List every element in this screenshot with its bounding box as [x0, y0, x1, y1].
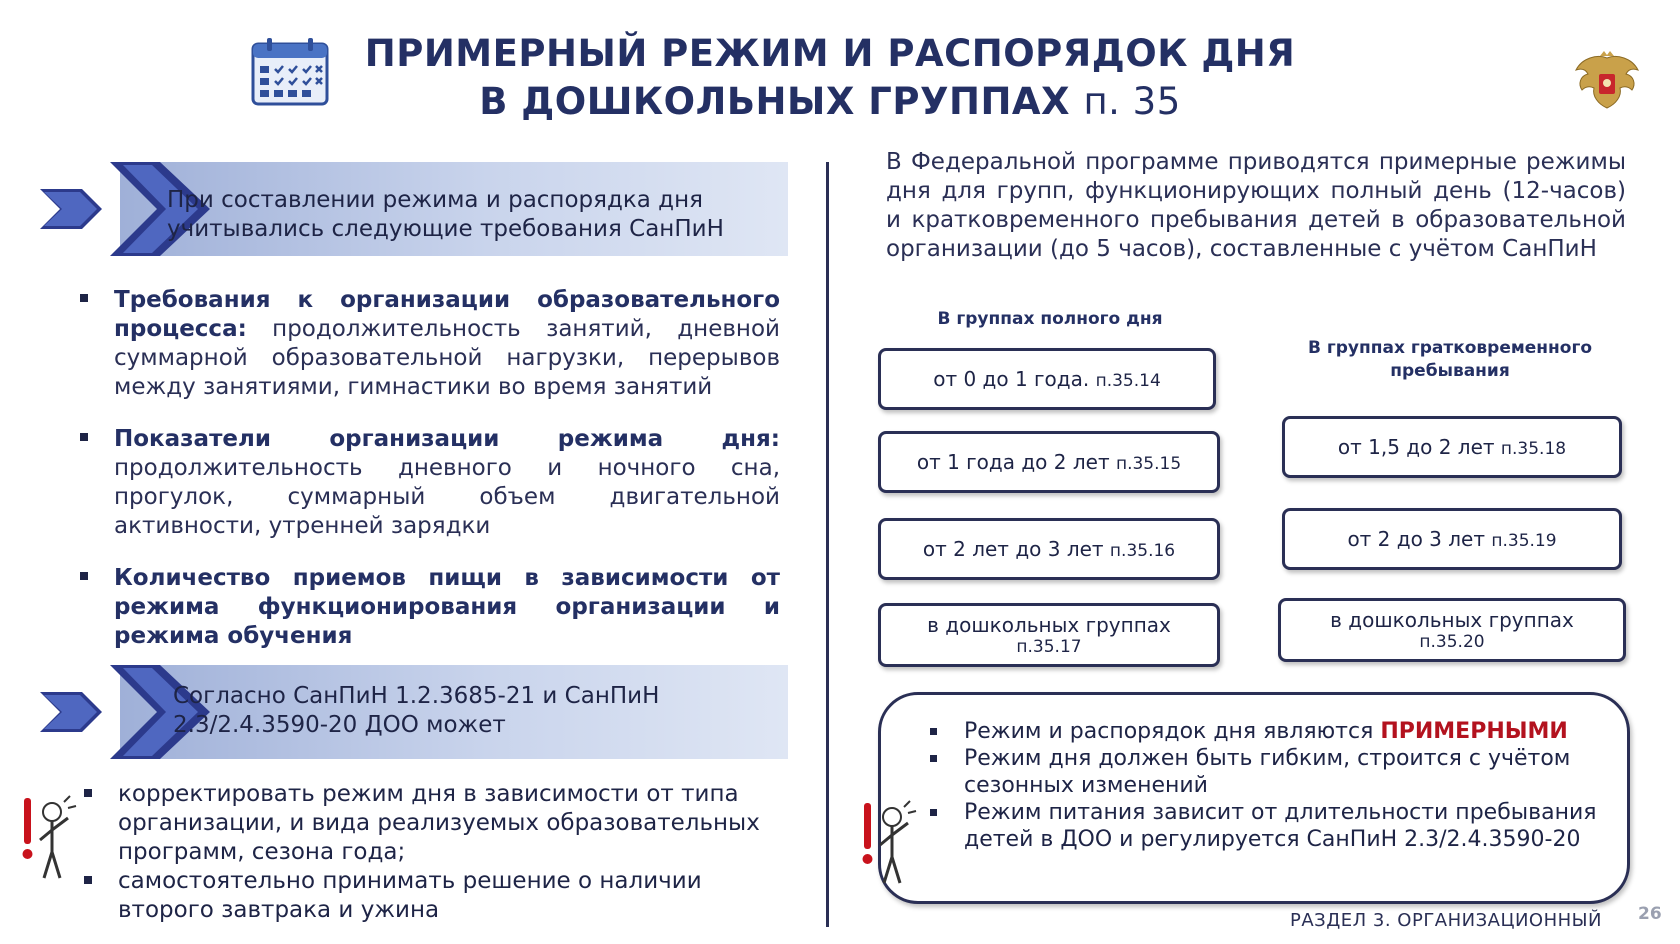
note-item-2	[930, 745, 1620, 799]
full-day-1-ref: п.35.14	[1095, 371, 1161, 391]
note-item-3	[930, 799, 1620, 853]
full-day-box-4	[878, 603, 1220, 667]
note-3-text: Режим питания зависит от длительности пребывания детей в ДОО и регулируется СанПиН 2.3/2.4.3590-20	[964, 800, 1597, 852]
banner1-line1: При составлении режима и распорядка дня	[167, 187, 703, 213]
requirement-item-2	[80, 425, 780, 541]
full-day-box-3	[878, 518, 1220, 580]
calendar-icon	[250, 36, 330, 106]
dou-option-1	[84, 780, 804, 867]
banner2-line2: 2.3/2.4.3590-20 ДОО может	[173, 712, 506, 738]
note-1-emphasis: ПРИМЕРНЫМИ	[1380, 719, 1568, 744]
dou-option-2	[84, 867, 804, 925]
full-day-4-ref: п.35.17	[1016, 637, 1082, 657]
full-day-4-label: в дошкольных группах	[927, 613, 1171, 637]
intro-paragraph: В Федеральной программе приводятся примерные режимы дня для групп, функционирующих полный день (12-часов) и кратковременного пребывания детей в образовательной организации (до 5 часов), составленные с учётом СанПиН	[886, 149, 1626, 262]
full-day-box-1	[878, 348, 1216, 410]
section-footer: РАЗДЕЛ 3. ОРГАНИЗАЦИОННЫЙ	[1290, 910, 1602, 931]
requirement-2-bold: Показатели организации режима дня:	[114, 426, 780, 452]
full-day-1-label: от 0 до 1 года.	[933, 367, 1090, 391]
warning-figure-icon	[858, 795, 918, 895]
title-line-2: В ДОШКОЛЬНЫХ ГРУППАХ	[479, 80, 1071, 123]
full-day-2-ref: п.35.15	[1115, 454, 1182, 474]
full-day-box-2	[878, 431, 1220, 493]
page-number: 26	[1638, 904, 1662, 924]
requirement-2-text: продолжительность дневного и ночного сна, прогулок, суммарный объем двигательной активности, утренней зарядки	[114, 455, 780, 539]
note-2-text: Режим дня должен быть гибким, строится с учётом сезонных изменений	[964, 746, 1571, 798]
banner2-line1: Согласно СанПиН 1.2.3685-21 и СанПиН	[173, 683, 660, 709]
requirement-item-1	[80, 286, 780, 402]
warning-figure-icon	[18, 790, 78, 890]
emblem-icon	[1572, 50, 1642, 116]
note-1-text: Режим и распорядок дня являются	[964, 719, 1381, 744]
short-stay-3-ref: п.35.20	[1419, 632, 1485, 652]
requirement-1-bold: Требования к организации образовательного процесса:	[114, 287, 780, 342]
banner1-line2: учитывались следующие требования СанПиН	[167, 216, 724, 242]
title-line-1: ПРИМЕРНЫЙ РЕЖИМ И РАСПОРЯДОК ДНЯ	[364, 32, 1296, 75]
short-stay-3-label: в дошкольных группах	[1330, 608, 1574, 632]
banner-requirements	[40, 162, 788, 256]
short-stay-1-label: от 1,5 до 2 лет	[1337, 435, 1495, 459]
column-divider	[826, 162, 829, 927]
short-stay-box-1	[1282, 416, 1622, 478]
note-item-1	[930, 718, 1620, 745]
requirement-1-text: продолжительность занятий, дневной суммарной образовательной нагрузки, перерывов между занятиями, гимнастики во время занятий	[114, 316, 780, 400]
banner-sanpin	[40, 665, 788, 759]
short-stay-2-label: от 2 до 3 лет	[1347, 527, 1486, 551]
full-day-3-ref: п.35.16	[1109, 541, 1176, 561]
dou-option-1-text: корректировать режим дня в зависимости от типа организации, и вида реализуемых образовательных программ, сезона года;	[118, 781, 760, 865]
page-title	[330, 30, 1330, 126]
short-stay-2-ref: п.35.19	[1491, 531, 1557, 551]
full-day-heading: В группах полного дня	[937, 309, 1163, 329]
full-day-3-label: от 2 лет до 3 лет	[922, 537, 1104, 561]
short-stay-1-ref: п.35.18	[1500, 439, 1567, 459]
full-day-2-label: от 1 года до 2 лет	[916, 450, 1110, 474]
short-stay-box-3	[1278, 598, 1626, 662]
requirement-item-3	[80, 564, 780, 651]
requirement-3-bold: Количество приемов пищи в зависимости от режима функционирования организации и режима обучения	[114, 565, 780, 649]
title-ref: п. 35	[1083, 80, 1181, 123]
short-stay-heading: В группах гратковременного пребывания	[1307, 338, 1593, 381]
dou-option-2-text: самостоятельно принимать решение о наличии второго завтрака и ужина	[118, 868, 702, 923]
short-stay-box-2	[1282, 508, 1622, 570]
